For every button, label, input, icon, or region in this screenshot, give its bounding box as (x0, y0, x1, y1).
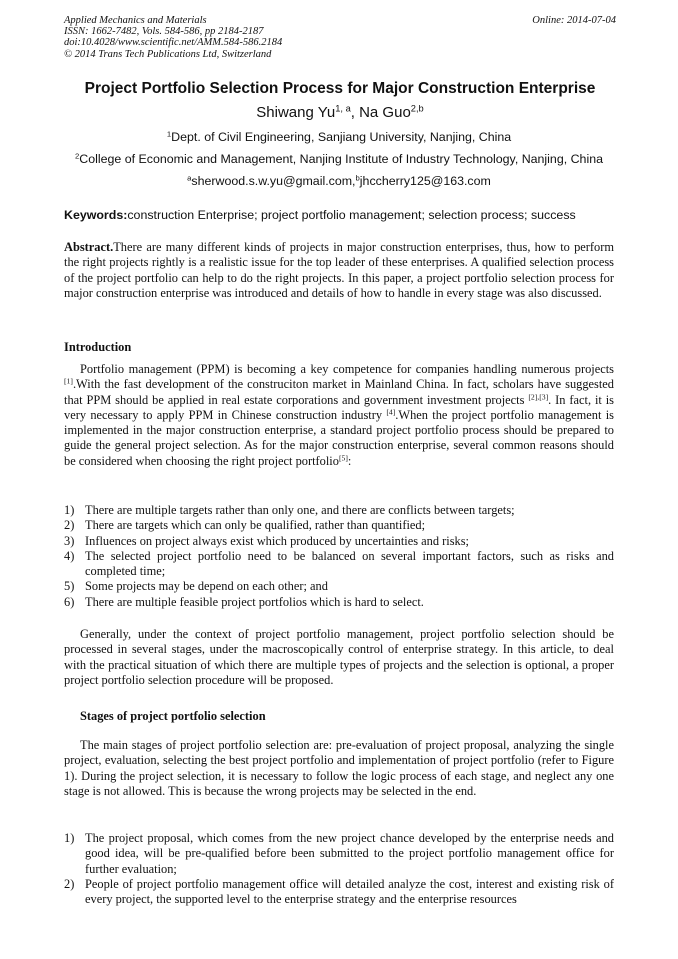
author-line (64, 104, 616, 121)
introduction-paragraph-1 (64, 362, 614, 469)
author-1: Shiwang Yu (256, 104, 336, 121)
citation-4[interactable]: [4] (386, 407, 396, 417)
stages-heading: Stages of project portfolio selection (80, 709, 266, 723)
author-2: Na Guo (359, 104, 411, 121)
citation-5[interactable]: [5] (338, 453, 348, 463)
citation-1[interactable]: [1] (64, 376, 73, 386)
list-item (64, 518, 614, 533)
abstract (64, 240, 614, 301)
list-item-text: Influences on project always exist which produced by uncertainties and risks; (85, 533, 469, 548)
list-item-text: The project proposal, which comes from the new project chance developed by the enterprise needs and good idea, will be pre-qualified before been submitted to the project portfolio management office for further evaluation; (85, 831, 614, 876)
list-item-number: 1) (64, 503, 75, 517)
stages-list (64, 831, 614, 907)
list-item (64, 595, 614, 610)
affiliation-1-text: Dept. of Civil Engineering, Sanjiang University, Nanjing, China (171, 130, 512, 144)
email-a[interactable]: sherwood.s.w.yu@gmail.com, (191, 174, 356, 188)
list-item-text: There are multiple targets rather than only one, and there are conflicts between targets; (85, 503, 515, 517)
introduction-paragraph-2: Generally, under the context of project portfolio management, project portfolio selection should be processed in several stages, under the macroscopically control of enterprise strategy. In this article, to deal with the practical situation of which there are multiple types of projects and the selection is optional, a proper project portfolio selection procedure will be proposed. (64, 627, 614, 687)
list-item-number: 5) (64, 579, 75, 594)
abstract-text: There are many different kinds of projects in major construction enterprises, thus, how to perform the right projects rightly is a realistic issue for the top leader of these enterprises. A qualified selection process of the project portfolio can help to do the right projects. In this paper, a project portfolio selection process for major construction enterprise was introduced and details of how to handle in every stage was also discussed. (64, 240, 614, 300)
reasons-list (64, 503, 614, 610)
introduction-heading: Introduction (64, 340, 132, 354)
list-item-number: 2) (64, 518, 75, 533)
list-item (64, 831, 614, 877)
author-1-sup: 1, a (335, 103, 351, 114)
keywords-text: construction Enterprise; project portfolio management; selection process; success (127, 208, 576, 222)
email-a-sup: a (187, 173, 192, 183)
intro-text-e: : (347, 453, 352, 468)
list-item (64, 549, 614, 580)
keywords (64, 208, 616, 222)
author-separator: , (350, 104, 360, 121)
doi-line: doi:10.4028/www.scientific.net/AMM.584-586.2184 (64, 37, 283, 49)
list-item (64, 503, 614, 518)
copyright-line: © 2014 Trans Tech Publications Ltd, Switzerland (64, 48, 272, 60)
list-item-text: There are multiple feasible project portfolios which is hard to select. (85, 594, 424, 609)
list-item-number: 4) (64, 548, 75, 563)
list-item (64, 579, 614, 594)
abstract-label: Abstract. (64, 240, 114, 254)
list-item-number: 6) (64, 594, 75, 609)
list-item (64, 534, 614, 549)
intro-text-b: .With the fast development of the construciton market in Mainland China. In fact, scholars have suggested that PPM should be applied in real estate corporations and government investment projects (64, 377, 614, 407)
list-item-text: People of project portfolio management office will detailed analyze the cost, interest and existing risk of every project, the supported level to the enterprise strategy and the enterprise resources (85, 876, 614, 907)
affiliation-2-text: College of Economic and Management, Nanjing Institute of Industry Technology, Nanjing, China (79, 152, 603, 166)
journal-name: Applied Mechanics and Materials (64, 15, 207, 26)
email-line (40, 174, 638, 188)
list-item-number: 3) (64, 533, 75, 548)
intro-text-a: Portfolio management (PPM) is becoming a key competence for companies handling numerous projects (80, 362, 614, 376)
email-b-sup: b (355, 173, 360, 183)
list-item (64, 877, 614, 908)
online-date: Online: 2014-07-04 (532, 15, 616, 26)
list-item-text: There are targets which can only be qualified, rather than quantified; (85, 518, 426, 533)
stages-paragraph: The main stages of project portfolio selection are: pre-evaluation of project proposal, analyzing the single project, evaluation, selecting the best project portfolio and implementation of project portfolio (refer to Figure 1). During the project selection, it is necessary to follow the logic process of each stage, and neglect any one stage is not allowed. This is because the wrong projects may be selected in the end. (64, 738, 614, 798)
affiliation-2-sup: 2 (75, 151, 80, 161)
email-b[interactable]: jhccherry125@163.com (359, 174, 491, 188)
affiliation-2 (40, 152, 638, 166)
paper-title: Project Portfolio Selection Process for Major Construction Enterprise (84, 80, 596, 97)
journal-header (64, 15, 616, 60)
issn-line: ISSN: 1662-7482, Vols. 584-586, pp 2184-2187 (64, 26, 264, 38)
intro-text-d: .When the project portfolio management is implemented in the major construction enterprise, a standard project portfolio process should be prepared to guide the general project selection. As for the major construction enterprise, several common reasons should be considered when choosing the right project portfolio (64, 407, 614, 468)
affiliation-1 (40, 130, 638, 144)
intro-text-c: . In fact, it is very necessary to apply PPM in Chinese construction industry (64, 392, 615, 422)
citation-2-3[interactable]: [2],[3] (528, 391, 549, 401)
list-item-number: 2) (64, 876, 75, 891)
list-item-text: The selected project portfolio need to be balanced on several important factors, such as risks and completed time; (85, 548, 614, 579)
list-item-number: 1) (64, 831, 75, 845)
list-item-text: Some projects may be depend on each other; and (85, 579, 328, 594)
affiliation-1-sup: 1 (166, 129, 172, 139)
keywords-label: Keywords: (64, 208, 128, 222)
author-2-sup: 2,b (410, 103, 424, 114)
